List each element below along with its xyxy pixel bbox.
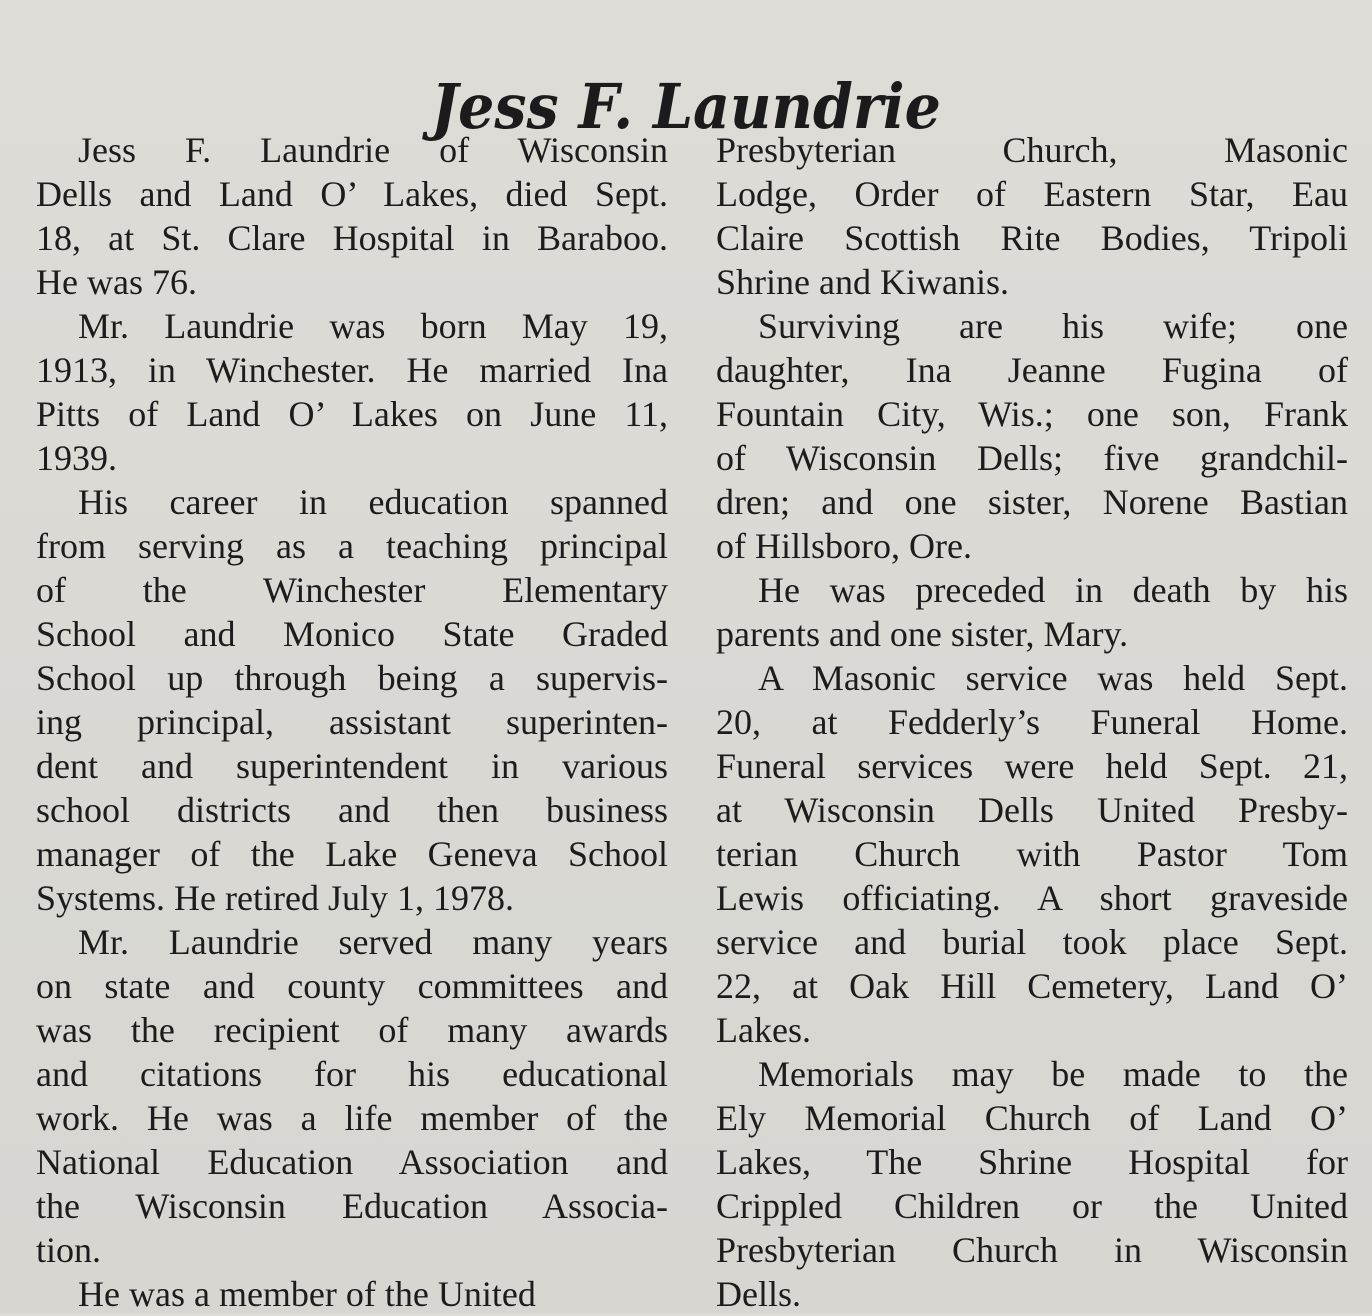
obituary-headline: Jess F. Laundrie xyxy=(431,69,941,143)
text-line: National Education Association and xyxy=(36,1142,668,1182)
text-line: Shrine and Kiwanis. xyxy=(716,262,1009,302)
text-line: at Wisconsin Dells United Presby- xyxy=(716,790,1348,830)
text-line: manager of the Lake Geneva School xyxy=(36,834,668,874)
text-line: on state and county committees and xyxy=(36,966,668,1006)
left-column xyxy=(36,128,668,1316)
paragraph xyxy=(36,128,668,304)
text-line: School and Monico State Graded xyxy=(36,614,668,654)
text-line: A Masonic service was held Sept. xyxy=(758,658,1348,698)
text-line: Lewis officiating. A short graveside xyxy=(716,878,1348,918)
text-line: Memorials may be made to the xyxy=(758,1054,1348,1094)
text-line: of Hillsboro, Ore. xyxy=(716,526,972,566)
text-line: of Wisconsin Dells; five grandchil- xyxy=(716,438,1348,478)
text-line: He was preceded in death by his xyxy=(758,570,1348,610)
text-line: He was a member of the United xyxy=(78,1274,536,1314)
text-line: Mr. Laundrie was born May 19, xyxy=(78,306,668,346)
text-line: 18, at St. Clare Hospital in Baraboo. xyxy=(36,218,668,258)
text-line: work. He was a life member of the xyxy=(36,1098,668,1138)
paragraph xyxy=(716,304,1348,568)
text-line: and citations for his educational xyxy=(36,1054,668,1094)
paragraph xyxy=(36,304,668,480)
paragraph xyxy=(36,480,668,920)
text-line: Lodge, Order of Eastern Star, Eau xyxy=(716,174,1348,214)
text-line: School up through being a supervis- xyxy=(36,658,668,698)
text-line: Dells and Land O’ Lakes, died Sept. xyxy=(36,174,668,214)
text-line: from serving as a teaching principal xyxy=(36,526,668,566)
paragraph xyxy=(716,656,1348,1052)
text-line: ing principal, assistant superinten- xyxy=(36,702,668,742)
text-line: His career in education spanned xyxy=(78,482,668,522)
paragraph xyxy=(716,568,1348,656)
text-line: daughter, Ina Jeanne Fugina of xyxy=(716,350,1348,390)
text-line: He was 76. xyxy=(36,262,197,302)
text-line: the Wisconsin Education Associa- xyxy=(36,1186,668,1226)
paragraph xyxy=(36,920,668,1272)
text-line: of the Winchester Elementary xyxy=(36,570,668,610)
text-line: Presbyterian Church, Masonic xyxy=(716,130,1348,170)
text-line: 1939. xyxy=(36,438,117,478)
text-line: Jess F. Laundrie of Wisconsin xyxy=(78,130,668,170)
text-line: Dells. xyxy=(716,1274,801,1314)
text-line: dent and superintendent in various xyxy=(36,746,668,786)
text-line: Mr. Laundrie served many years xyxy=(78,922,668,962)
text-line: dren; and one sister, Norene Bastian xyxy=(716,482,1348,522)
text-line: tion. xyxy=(36,1230,102,1270)
text-line: Lakes, The Shrine Hospital for xyxy=(716,1142,1348,1182)
text-line: was the recipient of many awards xyxy=(36,1010,668,1050)
paragraph xyxy=(36,1272,668,1316)
text-line: Claire Scottish Rite Bodies, Tripoli xyxy=(716,218,1348,258)
text-line: Crippled Children or the United xyxy=(716,1186,1348,1226)
paragraph xyxy=(716,128,1348,304)
text-line: Ely Memorial Church of Land O’ xyxy=(716,1098,1348,1138)
text-line: 20, at Fedderly’s Funeral Home. xyxy=(716,702,1348,742)
text-line: Systems. He retired July 1, 1978. xyxy=(36,878,514,918)
text-line: 1913, in Winchester. He married Ina xyxy=(36,350,668,390)
text-line: Presbyterian Church in Wisconsin xyxy=(716,1230,1348,1270)
text-line: Fountain City, Wis.; one son, Frank xyxy=(716,394,1348,434)
text-line: service and burial took place Sept. xyxy=(716,922,1348,962)
right-column xyxy=(716,128,1348,1316)
text-line: 22, at Oak Hill Cemetery, Land O’ xyxy=(716,966,1348,1006)
text-line: Funeral services were held Sept. 21, xyxy=(716,746,1348,786)
text-line: Lakes. xyxy=(716,1010,811,1050)
text-line: school districts and then business xyxy=(36,790,668,830)
paragraph xyxy=(716,1052,1348,1316)
text-line: Pitts of Land O’ Lakes on June 11, xyxy=(36,394,668,434)
text-line: Surviving are his wife; one xyxy=(758,306,1348,346)
text-line: parents and one sister, Mary. xyxy=(716,614,1129,654)
text-line: terian Church with Pastor Tom xyxy=(716,834,1348,874)
